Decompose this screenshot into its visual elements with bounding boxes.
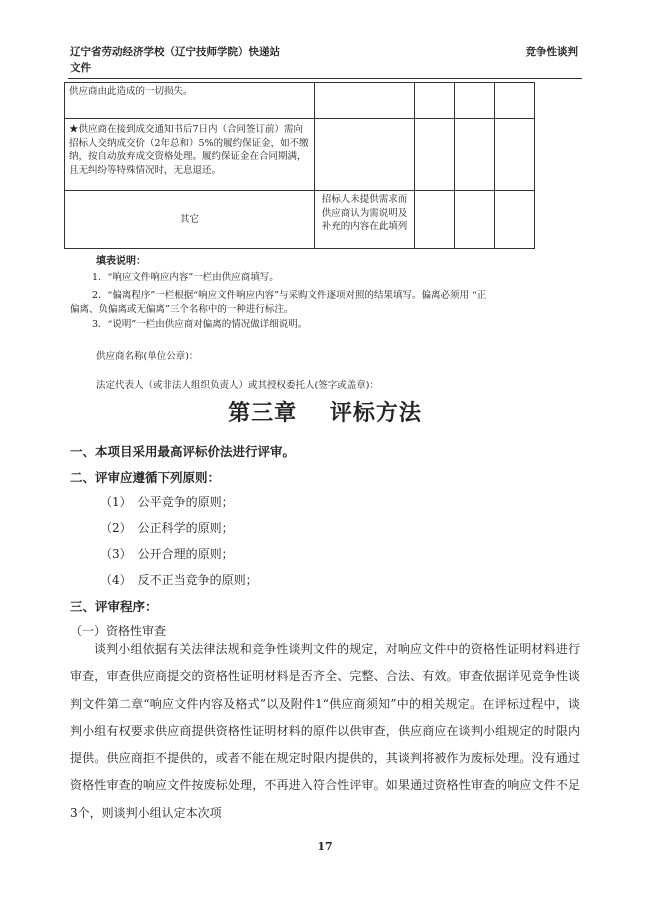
principle-1: （1） 公平竞争的原则； bbox=[100, 495, 234, 509]
chapter-heading bbox=[0, 396, 650, 427]
subsection-heading: （一）资格性审查 bbox=[70, 624, 167, 638]
legal-rep-line: 法定代表人（或非法人组织负责人）或其授权委托人(签字或盖章)： bbox=[96, 380, 379, 391]
section-1-heading: 一、本项目采用最高评标价法进行评审。 bbox=[70, 444, 296, 459]
table-cell-label: 其它 bbox=[65, 191, 315, 249]
header-doc-type: 竞争性谈判 bbox=[525, 46, 578, 58]
table-row bbox=[65, 83, 535, 119]
principle-3: （3） 公开合理的原则； bbox=[100, 547, 234, 561]
header-left-line2: 文件 bbox=[70, 62, 91, 74]
section-2-heading: 二、评审应遵循下列原则： bbox=[70, 470, 221, 485]
section-3-heading: 三、评审程序： bbox=[70, 599, 158, 614]
header-left-line1: 辽宁省劳动经济学校（辽宁技师学院）快递站 bbox=[70, 46, 280, 58]
page-number: 17 bbox=[317, 840, 333, 853]
body-paragraph: 谈判小组依据有关法律法规和竞争性谈判文件的规定，对响应文件中的资格性证明材料进行审查，审查供应商提交的资格性证明材料是否齐全、完整、合法、有效。审查依据详见竞争性谈判文件第二章“响应文件内容及格式”以及附件1“供应商须知”中的相关规定。在评标过程中，谈判小组有权要求供应商提供资格性证明材料的原件以供审查，供应商应在谈判小组规定的时限内提供。供应商拒不提供的，或者不能在规定时限内提供的，其谈判将被作为废标处理。没有通过资格性审查的响应文件按废标处理，不再进入符合性评审。如果通过资格性审查的响应文件不足3个，则谈判小组认定本次项 bbox=[70, 642, 580, 820]
header-school-name bbox=[70, 44, 370, 76]
chapter-title: 评标方法 bbox=[329, 400, 422, 426]
note-2-line2: 偏离、负偏离或无偏离”三个名称中的一种进行标注。 bbox=[70, 304, 294, 315]
header-rule bbox=[68, 78, 582, 79]
chapter-number: 第三章 bbox=[228, 400, 298, 426]
table-cell-content: ★供应商在接到成交通知书后7日内（合同签订前）需向招标人交纳成交价（2年总和）5%的履约保证金，如不缴纳，按自动放弃成交资格处理。履约保证金在合同期满，且无纠纷等特殊情况时，无息退还。 bbox=[65, 119, 315, 191]
notes-title: 填表说明： bbox=[96, 256, 146, 267]
table-row bbox=[65, 191, 535, 249]
table-cell-content: 招标人未提供需求而供应商认为需说明及补充的内容在此填列 bbox=[315, 191, 415, 249]
table-cell-content: 供应商由此造成的一切损失。 bbox=[65, 83, 315, 119]
note-3: 3．“说明”一栏由供应商对偏离的情况做详细说明。 bbox=[92, 319, 308, 330]
response-table bbox=[64, 82, 535, 249]
principle-2: （2） 公正科学的原则； bbox=[100, 521, 234, 535]
table-row bbox=[65, 119, 535, 191]
note-1: 1．“响应文件响应内容”一栏由供应商填写。 bbox=[92, 272, 279, 283]
note-2-line1: 2．“偏离程序”一栏根据“响应文件响应内容”与采购文件逐项对照的结果填写。偏离必须用 “正 bbox=[92, 290, 487, 301]
supplier-name-line: 供应商名称(单位公章)： bbox=[96, 351, 199, 362]
principle-4: （4） 反不正当竞争的原则； bbox=[100, 573, 258, 587]
